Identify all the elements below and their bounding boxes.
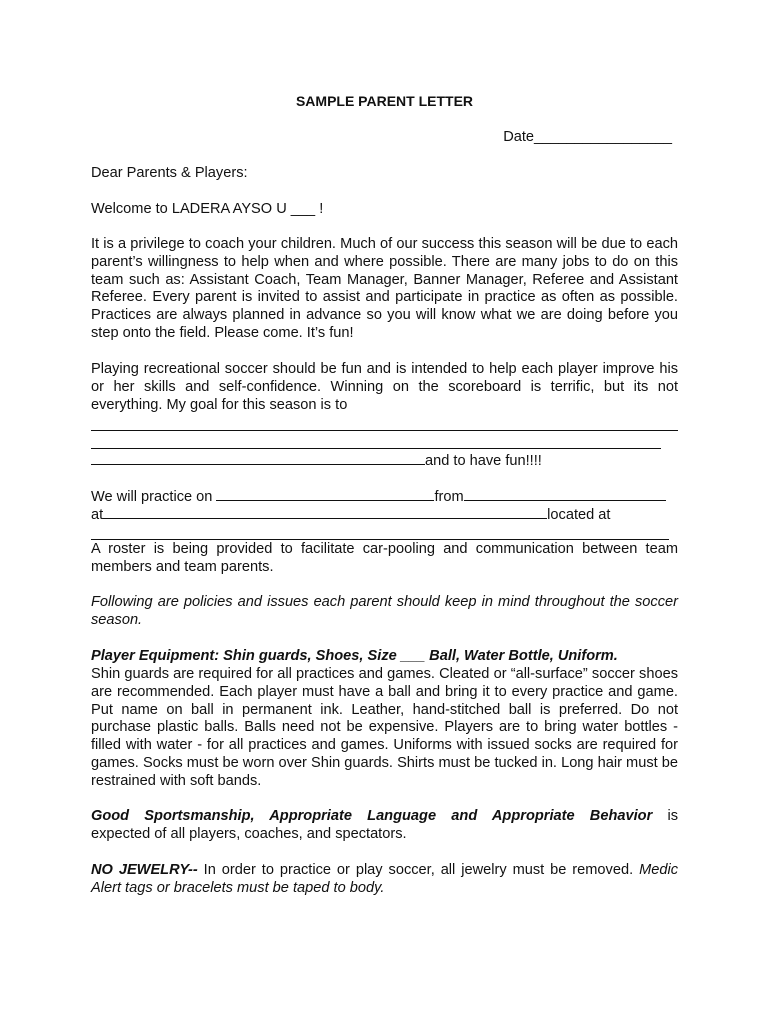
intro-paragraph: It is a privilege to coach your children. Much of our success this season will be due to each parent’s willingness to help when and where possible. There are many jobs to do on this team such as: Assistant Coach, Team Manager, Banner Manager, Referee and Assistant Referee. Every parent is invited to assist and participate in practice as often as possible. Practices are always planned in advance so you will know what we are doing before you step onto the field. Please come. It’s fun!: [91, 236, 678, 341]
practice-place-blank: [103, 505, 547, 519]
jewelry-paragraph: [91, 862, 678, 898]
jewelry-italic-note: Medic Alert tags or bracelets must be taped to body.: [91, 862, 678, 896]
goal-blank-line-1: [91, 430, 678, 431]
practice-location-blank: [91, 539, 669, 540]
jewelry-heading: NO JEWELRY--: [91, 862, 198, 878]
practice-at-label: at: [91, 507, 104, 523]
sportsmanship-line: [91, 808, 678, 826]
roster-paragraph: A roster is being provided to facilitate car-pooling and communication between team members and team parents.: [91, 541, 678, 575]
jewelry-body: In order to practice or play soccer, all jewelry must be removed.: [197, 862, 640, 878]
date-field: Date_________________: [503, 129, 672, 145]
goal-end-text: and to have fun!!!!: [425, 453, 542, 469]
practice-located-label: located at: [547, 507, 611, 523]
practice-on-label: We will practice on: [91, 489, 217, 505]
sportsmanship-heading: Good Sportsmanship, Appropriate Language and Appropriate Behavior: [91, 808, 653, 824]
sportsmanship-is: is: [652, 808, 679, 824]
sportsmanship-body: expected of all players, coaches, and spectators.: [91, 826, 407, 842]
practice-day-blank: [216, 487, 434, 501]
goal-blank-line-3: [91, 451, 425, 465]
equipment-paragraph: Shin guards are required for all practices and games. Cleated or “all-surface” soccer shoes are recommended. Each player must have a ball and bring it to every practice and game. Put name on ball in permanent ink. Leather, hand-stitched ball is preferred. Do not purchase plastic balls. Balls need not be expensive. Players are to bring water bottles - filled with water - for all practices and games. Uniforms with issued socks are required for games. Socks must be worn over Shin guards. Shirts must be tucked in. Long hair must be restrained with soft bands.: [91, 666, 678, 789]
goal-line-3: [91, 451, 678, 471]
goal-blank-line-2: [91, 448, 661, 449]
salutation: Dear Parents & Players:: [91, 165, 248, 181]
practice-line-1: [91, 487, 678, 507]
goal-paragraph: Playing recreational soccer should be fun and is intended to help each player improve his or her skills and self-confidence. Winning on the scoreboard is terrific, but its not everything. My goal for this season is to: [91, 361, 678, 413]
welcome-line: Welcome to LADERA AYSO U ___ !: [91, 201, 324, 217]
equipment-heading: Player Equipment: Shin guards, Shoes, Size ___ Ball, Water Bottle, Uniform.: [91, 648, 618, 664]
practice-time-blank: [464, 487, 666, 501]
practice-line-2: [91, 505, 678, 525]
policies-intro: Following are policies and issues each parent should keep in mind throughout the soccer season.: [91, 594, 678, 628]
page-title: SAMPLE PARENT LETTER: [295, 93, 474, 109]
practice-from-label: from: [434, 489, 464, 505]
